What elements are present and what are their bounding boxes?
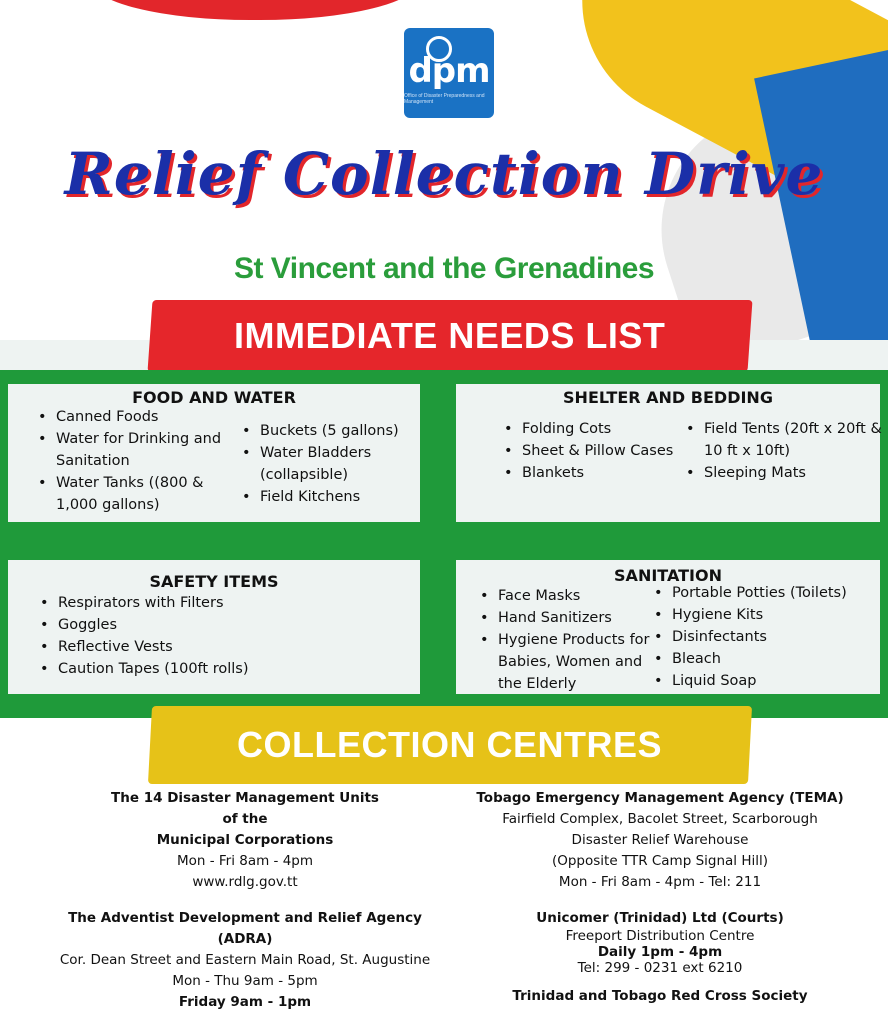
- list-item: • Water Bladders (collapsible): [260, 442, 430, 486]
- needs-banner-label: IMMEDIATE NEEDS LIST: [234, 315, 666, 356]
- centre-redcross-name: Trinidad and Tobago Red Cross Society: [512, 988, 808, 1004]
- sanitation-box: [456, 560, 880, 694]
- centre-adra-name: The Adventist Development and Relief Agency: [68, 910, 422, 926]
- centre-courts-name: Unicomer (Trinidad) Ltd (Courts): [536, 910, 784, 926]
- centre-tema-address: Fairfield Complex, Bacolet Street, Scarborough: [502, 811, 818, 827]
- list-item: • Goggles: [58, 614, 428, 636]
- list-item: • Sleeping Mats: [704, 462, 888, 484]
- food-water-box: [8, 384, 420, 522]
- centre-tema-address: (Opposite TTR Camp Signal Hill): [551, 853, 769, 869]
- centre-courts-address: Freeport Distribution Centre: [565, 928, 755, 944]
- food-water-title: FOOD AND WATER: [132, 388, 296, 407]
- needs-banner: [147, 300, 752, 372]
- page-subtitle: St Vincent and the Grenadines: [233, 252, 655, 285]
- list-item: • Portable Potties (Toilets): [672, 582, 888, 604]
- centre-rdlg: [20, 788, 470, 893]
- centre-rdlg-line1: The 14 Disaster Management Units: [111, 790, 379, 806]
- centre-tema-hours: Mon - Fri 8am - 4pm - Tel: 211: [558, 874, 762, 890]
- list-item: • Face Masks: [498, 585, 668, 607]
- centre-tema: [440, 788, 880, 893]
- list-item: • Respirators with Filters: [58, 592, 428, 614]
- list-item: • Field Tents (20ft x 20ft & 10 ft x 10ft): [704, 418, 888, 462]
- shelter-title: SHELTER AND BEDDING: [563, 388, 773, 407]
- centre-courts-hours: Daily 1pm - 4pm: [597, 944, 723, 960]
- odpm-logo: [404, 28, 494, 118]
- list-item: • Liquid Soap: [672, 670, 888, 692]
- centre-adra-address: Cor. Dean Street and Eastern Main Road, St. Augustine: [59, 952, 431, 968]
- shelter-box: [456, 384, 880, 522]
- list-item: • Hygiene Kits: [672, 604, 888, 626]
- sanitation-list-2: [652, 582, 888, 692]
- logo-text: dpm: [408, 51, 490, 91]
- sanitation-title: SANITATION: [614, 566, 722, 585]
- decorative-red-swoosh: [90, 0, 420, 20]
- centre-courts-tel: Tel: 299 - 0231 ext 6210: [577, 960, 743, 976]
- food-water-list-2: [240, 420, 430, 508]
- centre-rdlg-line2: of the: [222, 811, 268, 827]
- list-item: • Canned Foods: [56, 406, 226, 428]
- list-item: • Hygiene Products for Babies, Women and the Elderly: [498, 629, 668, 695]
- list-item: • Blankets: [522, 462, 702, 484]
- shelter-list-1: [502, 418, 702, 484]
- centre-courts: [440, 908, 880, 976]
- list-item: • Sheet & Pillow Cases: [522, 440, 702, 462]
- centre-redcross: [440, 986, 880, 1007]
- safety-box: [8, 560, 420, 694]
- centres-banner-label: COLLECTION CENTRES: [237, 724, 663, 765]
- centre-adra-hours2: Friday 9am - 1pm: [178, 994, 312, 1010]
- centre-adra-hours: Mon - Thu 9am - 5pm: [172, 973, 318, 989]
- list-item: • Water Tanks ((800 & 1,000 gallons): [56, 472, 226, 516]
- list-item: • Buckets (5 gallons): [260, 420, 430, 442]
- centre-adra: [10, 908, 480, 1013]
- centre-rdlg-line3: Municipal Corporations: [156, 832, 334, 848]
- centre-tema-address: Disaster Relief Warehouse: [571, 832, 749, 848]
- centre-adra-abbr: (ADRA): [217, 931, 273, 947]
- sanitation-list-1: [478, 585, 668, 695]
- list-item: • Hand Sanitizers: [498, 607, 668, 629]
- safety-list: [38, 592, 428, 680]
- safety-title: SAFETY ITEMS: [149, 572, 279, 591]
- food-water-list-1: [36, 406, 226, 516]
- page-title: Relief Collection Drive: [64, 140, 824, 208]
- centres-banner: [148, 706, 752, 784]
- shelter-list-2: [684, 418, 888, 484]
- list-item: • Disinfectants: [672, 626, 888, 648]
- centre-rdlg-web: www.rdlg.gov.tt: [192, 874, 298, 890]
- logo-ring-icon: [426, 36, 452, 62]
- list-item: • Reflective Vests: [58, 636, 428, 658]
- list-item: • Caution Tapes (100ft rolls): [58, 658, 428, 680]
- list-item: • Water for Drinking and Sanitation: [56, 428, 226, 472]
- list-item: • Field Kitchens: [260, 486, 430, 508]
- list-item: • Bleach: [672, 648, 888, 670]
- list-item: • Folding Cots: [522, 418, 702, 440]
- centre-tema-name: Tobago Emergency Management Agency (TEMA): [476, 790, 844, 806]
- logo-subtitle: Office of Disaster Preparedness and Management: [404, 93, 485, 105]
- centre-rdlg-hours: Mon - Fri 8am - 4pm: [176, 853, 314, 869]
